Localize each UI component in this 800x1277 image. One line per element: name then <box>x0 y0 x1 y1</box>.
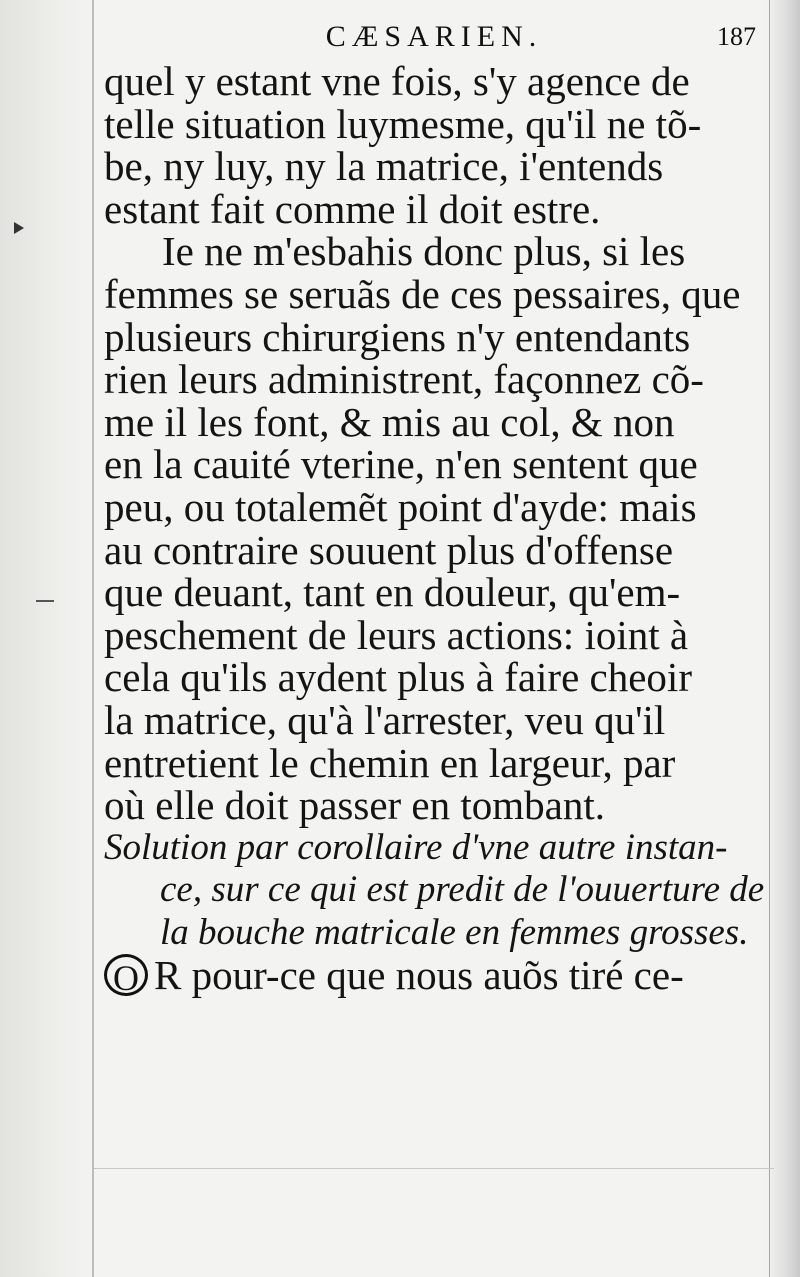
text-line: quel y estant vne fois, s'y agence de <box>104 58 690 104</box>
text-line: où elle doit passer en tombant. <box>104 782 605 829</box>
text-line: R pour-ce que nous auõs tiré ce- <box>154 952 684 999</box>
text-line: femmes se seruãs de ces pessaires, que <box>104 270 741 317</box>
text-line: telle situation luymesme, qu'il ne tõ- <box>104 100 702 147</box>
bottom-rule <box>94 1168 774 1169</box>
text-line: au contraire souuent plus d'offense <box>104 526 674 573</box>
body-text <box>104 60 764 997</box>
text-line: la matrice, qu'à l'arrester, veu qu'il <box>104 696 666 743</box>
text-line: me il les font, & mis au col, & non <box>104 398 675 445</box>
section-heading-line: la bouche matricale en femmes grosses. <box>160 911 749 953</box>
text-line: plusieurs chirurgiens n'y entendants <box>104 313 691 360</box>
text-line: estant fait comme il doit estre. <box>104 185 601 232</box>
margin-dash-mark <box>36 600 54 602</box>
text-line: en la cauité vterine, n'en sentent que <box>104 441 698 488</box>
page-number: 187 <box>717 22 756 51</box>
page-fold <box>92 0 94 1277</box>
running-head: CÆSARIEN. <box>325 20 543 53</box>
text-line: peschement de leurs actions: ioint à <box>104 611 689 658</box>
left-gutter <box>0 0 92 1277</box>
text-line: be, ny luy, ny la matrice, i'entends <box>104 143 664 190</box>
text-line: peu, ou totalemẽt point d'ayde: mais <box>104 483 697 530</box>
section-heading-line: ce, sur ce qui est predit de l'ouuerture de <box>160 869 765 911</box>
right-edge-line <box>769 0 770 1277</box>
text-line: Ie ne m'esbahis donc plus, si les <box>162 228 686 275</box>
text-line: rien leurs administrent, façonnez cõ- <box>104 356 704 403</box>
dropcap-letter: O <box>104 954 148 996</box>
text-line: que deuant, tant en douleur, qu'em- <box>104 569 681 616</box>
margin-arrow-icon <box>14 222 24 234</box>
paragraph-start-line <box>104 954 764 997</box>
text-line: cela qu'ils aydent plus à faire cheoir <box>104 654 692 701</box>
page-header <box>104 18 764 58</box>
right-page-edge <box>766 0 800 1277</box>
section-heading-line: Solution par corollaire d'vne autre instan- <box>104 826 728 868</box>
text-line: entretient le chemin en largeur, par <box>104 739 676 786</box>
